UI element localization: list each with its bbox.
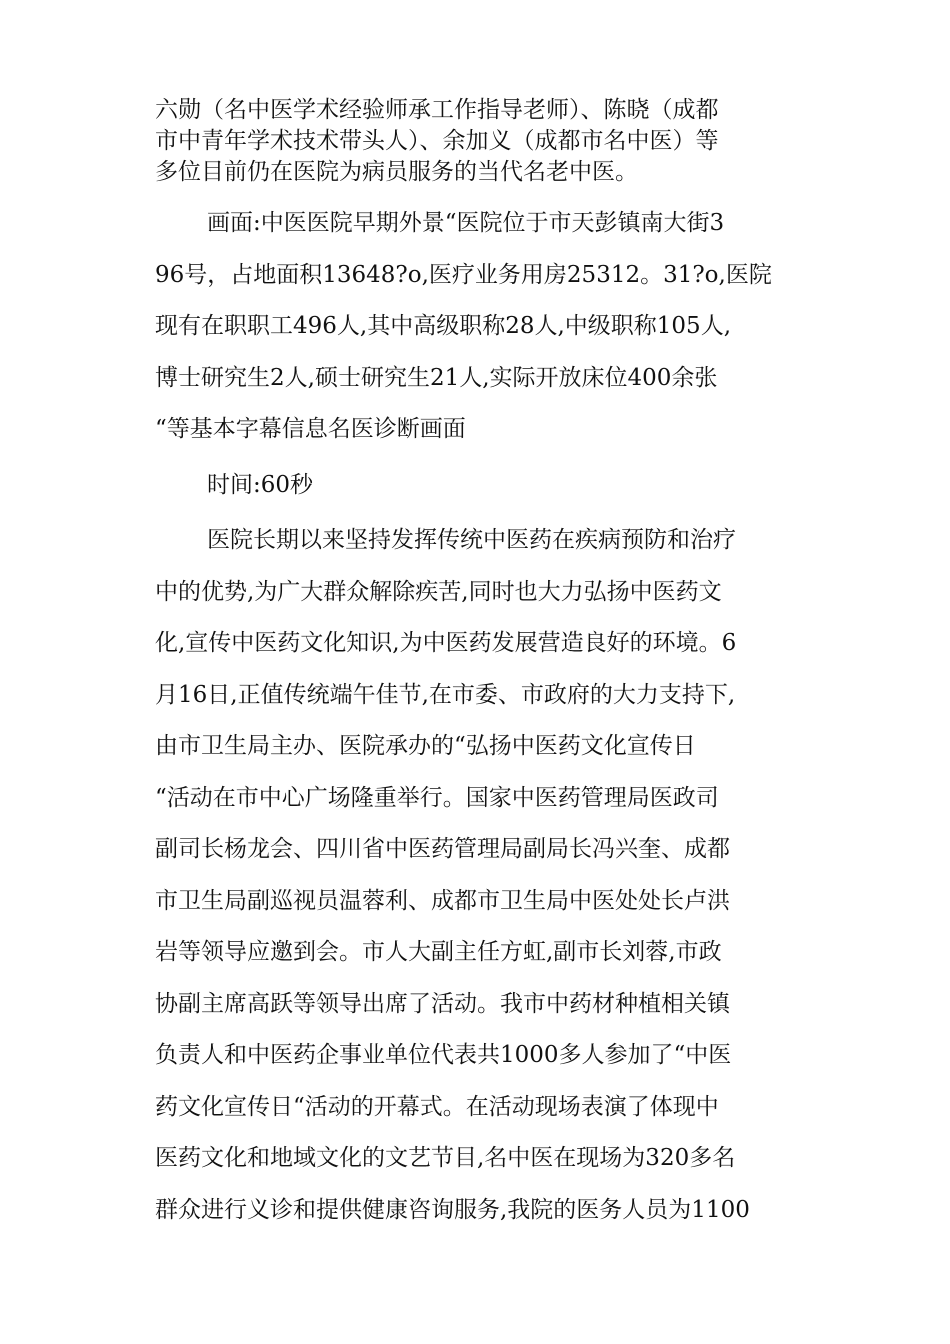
paragraph-2-line: 96号，占地面积13648?o,医疗业务用房25312。31?o,医院	[155, 261, 772, 288]
paragraph-4-line: 药文化宣传日“活动的开幕式。在活动现场表演了体现中	[155, 1093, 719, 1120]
paragraph-4-line: 医院长期以来坚持发挥传统中医药在疾病预防和治疗	[207, 527, 736, 553]
paragraph-1-line: 多位目前仍在医院为病员服务的当代名老中医。	[155, 159, 638, 185]
paragraph-4-line: 副司长杨龙会、四川省中医药管理局副局长冯兴奎、成都	[155, 836, 730, 862]
paragraph-4-line: 由市卫生局主办、医院承办的“弘扬中医药文化宣传日	[155, 733, 696, 759]
paragraph-4	[155, 515, 805, 1236]
paragraph-2-line: 现有在职职工496人,其中高级职称28人,中级职称105人,	[155, 313, 731, 339]
paragraph-2-line: 博士研究生2人,硕士研究生21人,实际开放床位400余张	[155, 364, 718, 391]
paragraph-1	[155, 95, 805, 188]
paragraph-4-line: “活动在市中心广场隆重举行。国家中医药管理局医政司	[155, 784, 719, 811]
paragraph-4-line: 市卫生局副巡视员温蓉利、成都市卫生局中医处处长卢洪	[155, 887, 730, 914]
paragraph-4-line: 协副主席高跃等领导出席了活动。我市中药材种植相关镇	[155, 990, 730, 1017]
paragraph-4-line: 化,宣传中医药文化知识,为中医药发展营造良好的环境。6	[155, 630, 737, 656]
paragraph-4-line: 负责人和中医药企事业单位代表共1000多人参加了“中医	[155, 1042, 732, 1068]
document-body	[155, 95, 805, 1236]
paragraph-4-line: 岩等领导应邀到会。市人大副主任方虹,副市长刘蓉,市政	[155, 939, 722, 965]
paragraph-3-line: 时间:60秒	[207, 471, 314, 498]
paragraph-1-line: 市中青年学术技术带头人）、余加义（成都市名中医）等	[155, 128, 719, 154]
paragraph-3	[155, 460, 805, 512]
paragraph-1-line: 六勋（名中医学术经验师承工作指导老师）、陈晓（成都	[155, 97, 719, 123]
paragraph-4-line: 中的优势,为广大群众解除疾苦,同时也大力弘扬中医药文	[155, 578, 722, 605]
paragraph-2	[155, 198, 805, 456]
paragraph-gap	[155, 188, 805, 198]
paragraph-2-line: “等基本字幕信息名医诊断画面	[155, 416, 466, 442]
paragraph-4-line: 月16日,正值传统端午佳节,在市委、市政府的大力支持下,	[155, 681, 736, 708]
paragraph-4-line: 医药文化和地域文化的文艺节目,名中医在现场为320多名	[155, 1145, 736, 1171]
paragraph-2-line: 画面:中医医院早期外景“医院位于市天彭镇南大街3	[207, 210, 725, 236]
paragraph-4-line: 群众进行义诊和提供健康咨询服务,我院的医务人员为1100	[155, 1196, 750, 1223]
